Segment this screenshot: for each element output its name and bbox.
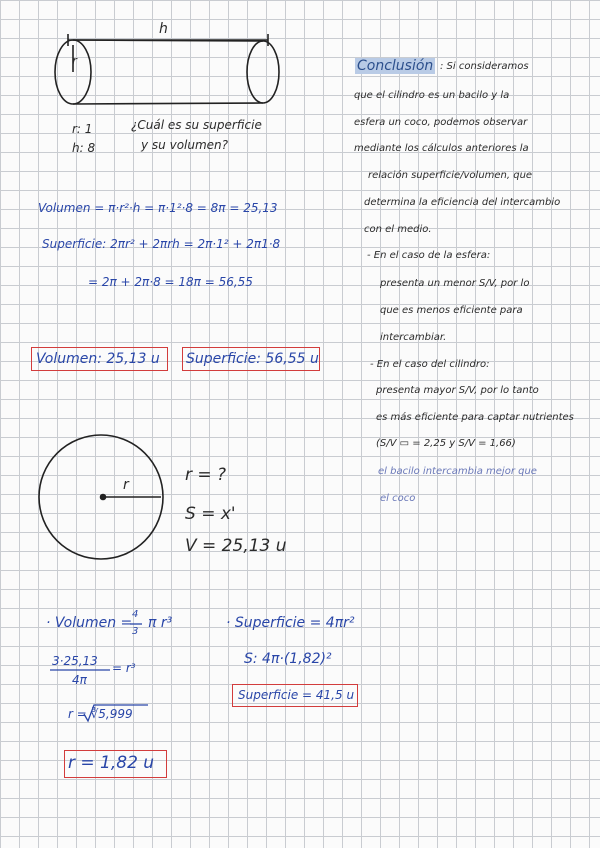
conclusion-line-14: (S/V ▭ = 2,25 y S/V = 1,66) xyxy=(376,438,516,449)
sphere-volume-frac-den: 3 xyxy=(132,626,139,637)
sphere-given-v: V = 25,13 u xyxy=(185,536,287,556)
question-line-2: y su volumen? xyxy=(141,138,229,152)
sphere-radius-result: r = 1,82 u xyxy=(68,753,155,773)
conclusion-line-3: mediante los cálculos anteriores la xyxy=(354,143,529,154)
sphere-volume-frac-num: 4 xyxy=(132,609,139,620)
conclusion-title: Conclusión xyxy=(357,58,434,74)
cylinder-drawing xyxy=(55,34,279,104)
conclusion-line-1: que el cilindro es un bacilo y la xyxy=(354,90,510,101)
conclusion-line-6: con el medio. xyxy=(364,224,432,235)
sphere-radius-label: r xyxy=(123,477,129,493)
sphere-given-r: r = ? xyxy=(185,465,227,485)
cylinder-surface-calc-1: Superficie: 2πr² + 2πrh = 2π·1² + 2π1·8 xyxy=(42,237,281,251)
given-radius: r: 1 xyxy=(72,122,93,136)
conclusion-line-13: es más eficiente para captar nutrientes xyxy=(376,412,574,423)
conclusion-line-12: presenta mayor S/V, por lo tanto xyxy=(376,385,539,396)
cylinder-height-label: h xyxy=(159,21,168,37)
cylinder-surface-result: Superficie: 56,55 u xyxy=(186,351,319,367)
conclusion-line-0: : Si consideramos xyxy=(440,61,529,72)
conclusion-line-9: que es menos eficiente para xyxy=(380,305,523,316)
sphere-surface-result: Superficie = 41,5 u xyxy=(238,688,355,702)
conclusion-line-2: esfera un coco, podemos observar xyxy=(354,117,528,128)
question-line-1: ¿Cuál es su superficie xyxy=(131,118,262,132)
cylinder-surface-calc-2: = 2π + 2π·8 = 18π = 56,55 xyxy=(88,275,253,289)
conclusion-line-11: - En el caso del cilindro: xyxy=(370,359,490,370)
cylinder-volume-result: Volumen: 25,13 u xyxy=(36,351,160,367)
conclusion-line-10: intercambiar. xyxy=(380,332,447,343)
sphere-drawing xyxy=(39,435,163,559)
conclusion-line-7: - En el caso de la esfera: xyxy=(367,250,491,261)
cylinder-radius-label: r xyxy=(72,54,77,68)
sphere-surface-formula: · Superficie = 4πr² xyxy=(226,615,355,631)
solve-suffix: = r³ xyxy=(112,661,136,675)
conclusion-line-16: el coco xyxy=(380,493,416,504)
solve-numerator: 3·25,13 xyxy=(52,654,98,668)
solve-denominator: 4π xyxy=(72,673,87,687)
sphere-given-s: S = x' xyxy=(185,504,236,524)
cylinder-volume-calc: Volumen = π·r²·h = π·1²·8 = 8π = 25,13 xyxy=(38,201,278,215)
sphere-volume-formula-prefix: · Volumen = xyxy=(46,615,133,631)
conclusion-line-5: determina la eficiencia del intercambio xyxy=(364,197,561,208)
given-height: h: 8 xyxy=(72,141,96,155)
sphere-surface-substitution: S: 4π·(1,82)² xyxy=(244,651,332,667)
conclusion-line-4: relación superficie/volumen, que xyxy=(368,170,533,181)
conclusion-line-8: presenta un menor S/V, por lo xyxy=(380,278,530,289)
cube-root-line: r = ∛5,999 xyxy=(68,707,133,721)
conclusion-line-15: el bacilo intercambia mejor que xyxy=(378,466,537,477)
sphere-volume-formula-suffix: π r³ xyxy=(148,615,173,631)
